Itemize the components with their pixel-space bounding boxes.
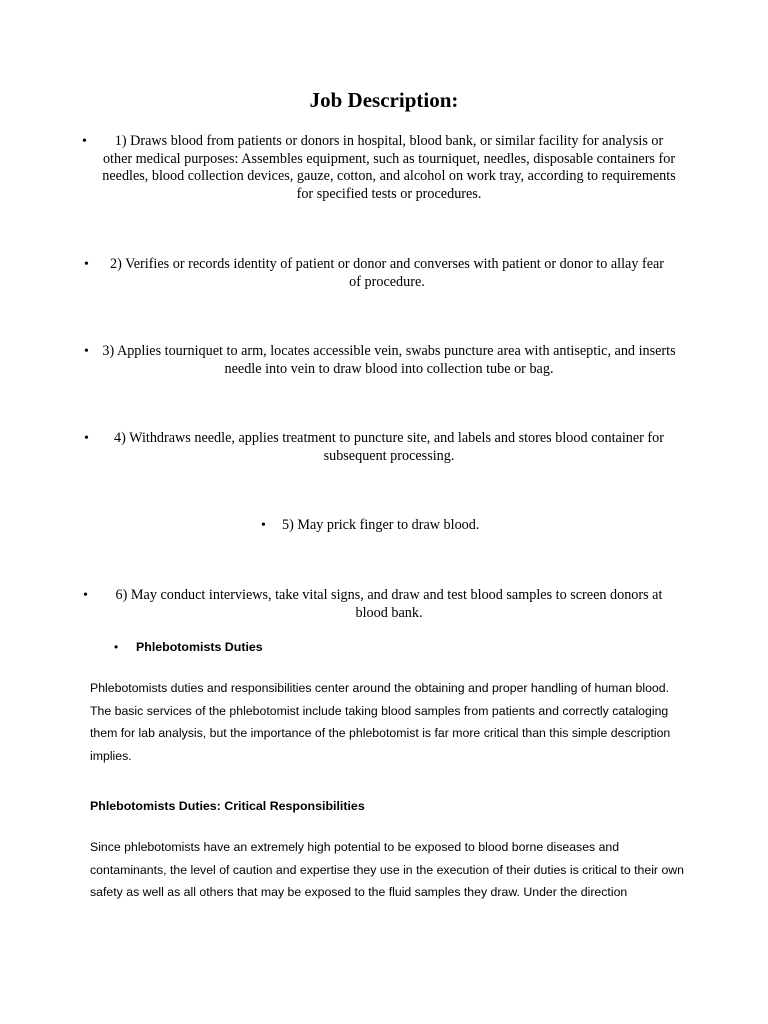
bullet-icon: • — [114, 640, 119, 654]
list-item-text: 6) May conduct interviews, take vital signs, and draw and test blood samples to screen donors at blood bank. — [115, 587, 663, 621]
list-item-text: 1) Draws blood from patients or donors in hospital, blood bank, or similar facility for analysis or other medical purposes: Assembles equipment, such as tourniquet, needles, disposable containers for needles, blood collection devices, gauze, cotton, and alcohol on work tray, according to requirements for specified tests or procedures. — [102, 133, 676, 202]
duties-heading: Phlebotomists Duties — [136, 640, 263, 654]
list-item-text: 5) May prick finger to draw blood. — [282, 517, 480, 533]
document-title: Job Description: — [309, 88, 459, 112]
bullet-icon: • — [84, 257, 89, 272]
duties-paragraph: Phlebotomists duties and responsibilities center around the obtaining and proper handling of human blood. The basic services of the phlebotomist include taking blood samples from patients and correctly cataloging them for lab analysis, but the importance of the phlebotomist is far more critical than this simple description implies. — [90, 681, 671, 763]
critical-responsibilities-heading: Phlebotomists Duties: Critical Responsibilities — [90, 799, 365, 813]
bullet-icon: • — [83, 588, 88, 603]
critical-paragraph: Since phlebotomists have an extremely high potential to be exposed to blood borne diseases and contaminants, the level of caution and expertise they use in the execution of their duties is critical to their own safety as well as all others that may be exposed to the fluid samples they draw. Under the direction — [90, 840, 684, 900]
bullet-icon: • — [82, 134, 87, 149]
list-item-text: 4) Withdraws needle, applies treatment to puncture site, and labels and stores blood container for subsequent processing. — [114, 430, 664, 464]
bullet-icon: • — [84, 431, 89, 446]
bullet-icon: • — [84, 344, 89, 359]
bullet-icon: • — [261, 518, 266, 533]
list-item-text: 2) Verifies or records identity of patient or donor and converses with patient or donor to allay fear of procedure. — [109, 256, 665, 290]
list-item-text: 3) Applies tourniquet to arm, locates accessible vein, swabs puncture area with antiseptic, and inserts needle into vein to draw blood into collection tube or bag. — [102, 343, 676, 377]
